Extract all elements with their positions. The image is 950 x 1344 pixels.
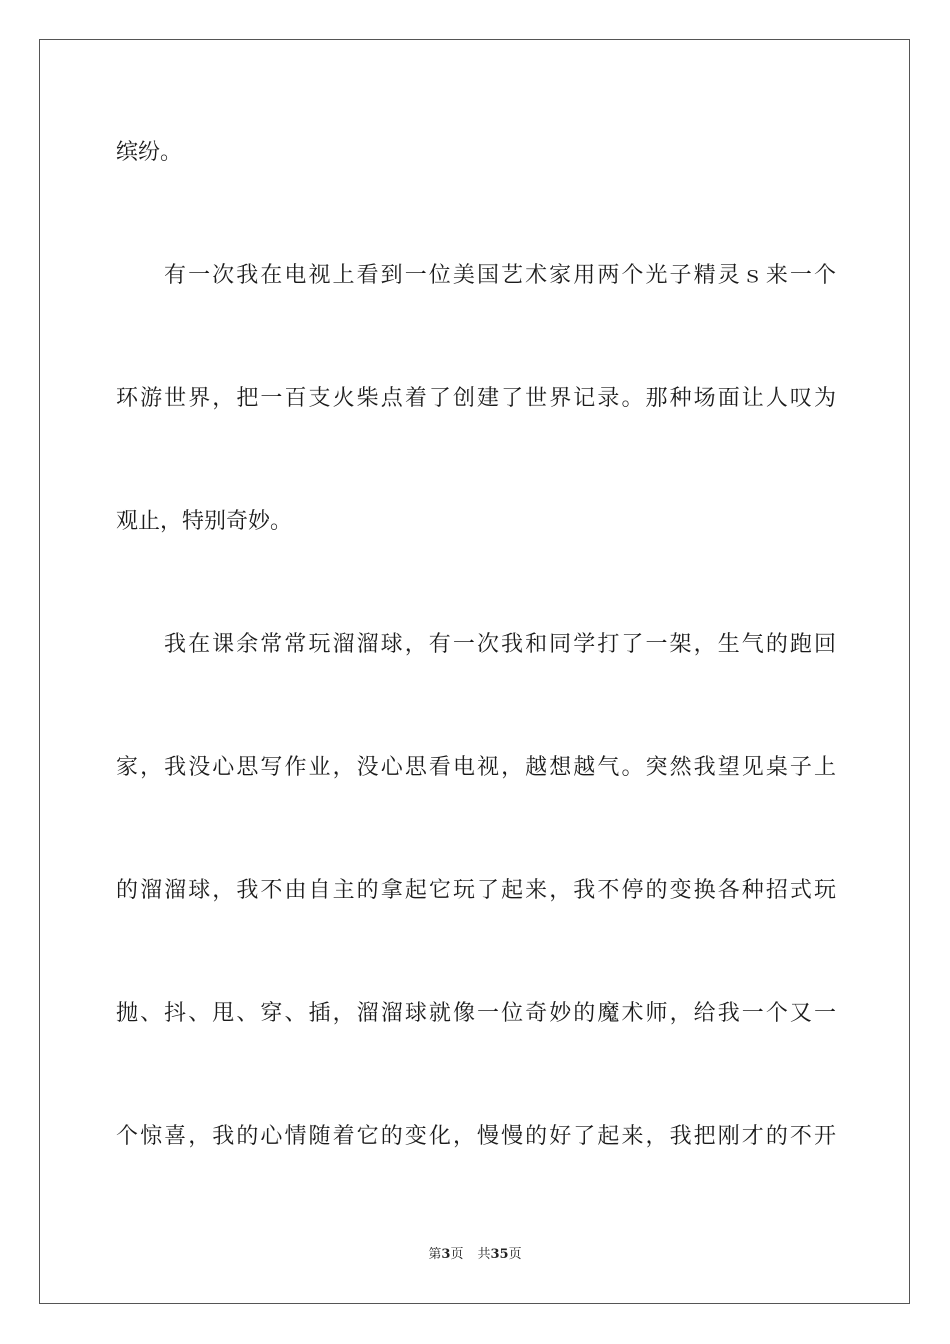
page-number: 3: [441, 1247, 451, 1262]
text-line: 观止，特别奇妙。: [116, 509, 293, 534]
total-label-suffix: 页: [508, 1247, 522, 1262]
total-pages: 35: [490, 1247, 509, 1262]
text-line: 我在课余常常玩溜溜球，有一次我和同学打了一架，生气的跑回: [164, 632, 836, 657]
page-label-prefix: 第: [428, 1247, 442, 1262]
text-line: 的溜溜球，我不由自主的拿起它玩了起来，我不停的变换各种招式玩: [116, 878, 836, 903]
total-label-prefix: 共: [477, 1247, 491, 1262]
page-footer: [0, 1246, 950, 1264]
page-border: [39, 39, 910, 1304]
text-line: 家，我没心思写作业，没心思看电视，越想越气。突然我望见桌子上: [116, 755, 836, 780]
text-line: 缤纷。: [116, 140, 183, 165]
text-line: 有一次我在电视上看到一位美国艺术家用两个光子精灵ｓ来一个: [164, 263, 836, 288]
text-line: 环游世界，把一百支火柴点着了创建了世界记录。那种场面让人叹为: [116, 386, 836, 411]
page-label-suffix: 页: [450, 1247, 464, 1262]
text-line: 个惊喜，我的心情随着它的变化，慢慢的好了起来，我把刚才的不开: [116, 1124, 836, 1149]
text-line: 抛、抖、甩、穿、插，溜溜球就像一位奇妙的魔术师，给我一个又一: [116, 1001, 836, 1026]
